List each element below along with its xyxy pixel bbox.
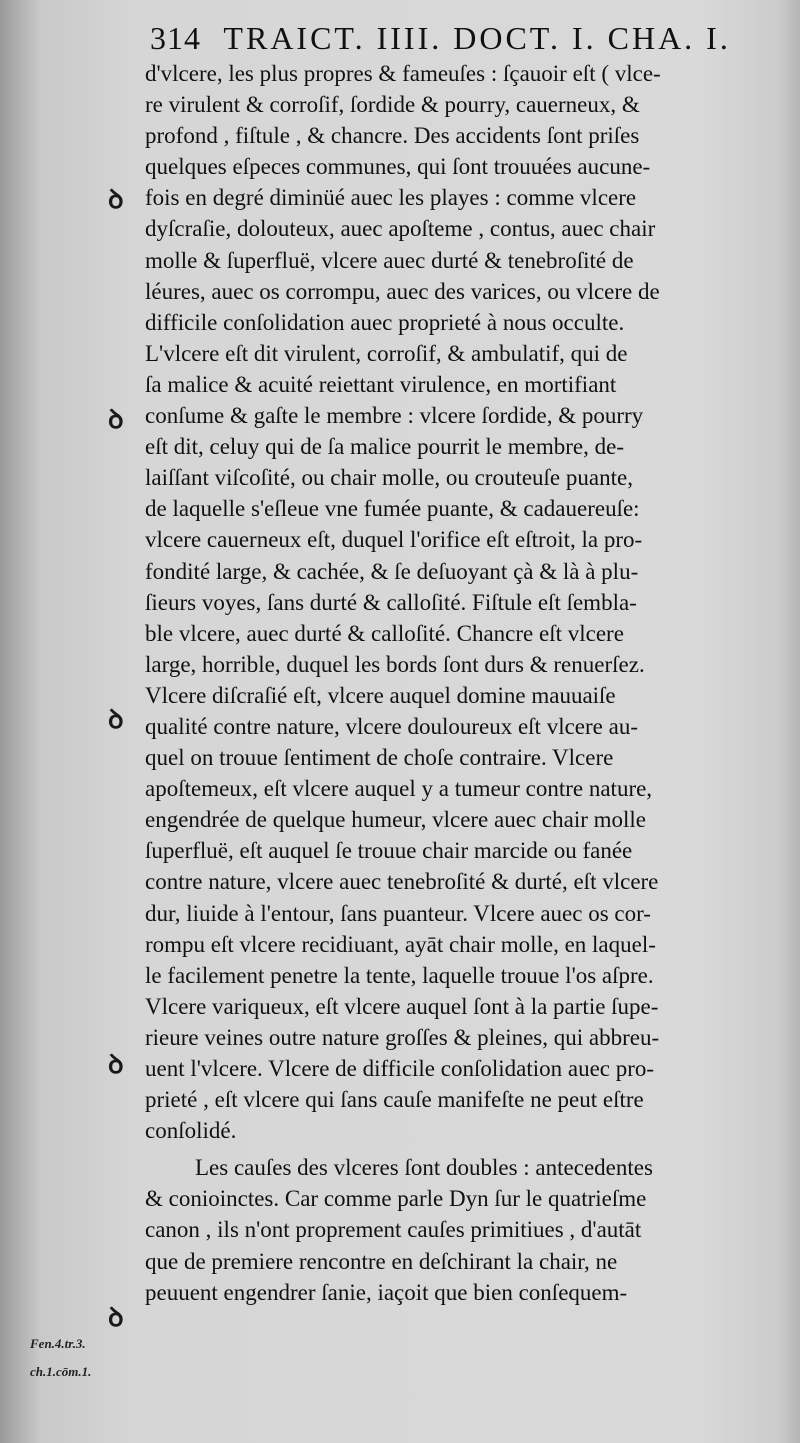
body-text: [145, 58, 765, 1308]
text-line: conſume & gaſte le membre : vlcere ſordide, & pourry: [145, 403, 644, 429]
text-line: uent l'vlcere. Vlcere de difficile conſolidation auec pro-: [145, 1056, 655, 1081]
text-line: dyſcraſie, dolouteux, auec apoſteme , contus, auec chair: [145, 216, 656, 242]
text-line: contre nature, vlcere auec tenebroſité & durté, eſt vlcere: [145, 869, 659, 895]
text-line: fondité large, & cachée, & ſe deſuoyant çà & là à plu-: [145, 558, 639, 584]
text-line: vlcere cauerneux eſt, duquel l'orifice eſt eſtroit, la pro-: [145, 527, 643, 553]
text-line: fois en degré diminüé auec les playes : comme vlcere: [145, 185, 637, 211]
margin-marker-icon: ꝺ: [108, 705, 124, 735]
text-line: quelques eſpeces communes, qui ſont trouuées aucune-: [145, 154, 651, 180]
text-line: profond , fiſtule , & chancre. Des accidents ſont priſes: [145, 123, 640, 149]
text-line: Vlcere variqueux, eſt vlcere auquel ſont à la partie ſupe-: [145, 993, 659, 1019]
text-line: dur, liuide à l'entour, ſans puanteur. Vlcere auec os cor-: [145, 900, 651, 926]
text-line: ble vlcere, auec durté & calloſité. Chancre eſt vlcere: [145, 620, 624, 646]
text-line: ſa malice & acuité reiettant virulence, en mortifiant: [145, 371, 617, 397]
text-line: quel on trouue ſentiment de choſe contraire. Vlcere: [145, 745, 614, 771]
text-line: conſolidé.: [145, 1118, 237, 1144]
text-line: engendrée de quelque humeur, vlcere auec chair molle: [145, 807, 646, 833]
text-line: re virulent & corroſif, ſordide & pourry, cauerneux, &: [145, 92, 640, 118]
margin-marker-icon: ꝺ: [108, 1050, 124, 1080]
text-line: difficile conſolidation auec proprieté à nous occulte.: [145, 309, 625, 335]
page-number: 314: [150, 20, 201, 56]
text-line: eſt dit, celuy qui de ſa malice pourrit le membre, de-: [145, 434, 624, 460]
text-line: d'vlcere, les plus propres & fameuſes : ſçauoir eſt ( vlce-: [145, 61, 661, 86]
margin-marker-icon: ꝺ: [108, 1303, 124, 1333]
text-line: Vlcere diſcraſié eſt, vlcere auquel domine mauuaiſe: [145, 682, 616, 708]
citation-line: ch.1.cōm.1.: [30, 1364, 92, 1379]
text-line: molle & ſuperfluë, vlcere auec durté & tenebroſité de: [145, 247, 634, 273]
text-line: qualité contre nature, vlcere douloureux eſt vlcere au-: [145, 713, 638, 739]
text-line: canon , ils n'ont proprement cauſes primitiues , d'autāt: [145, 1217, 642, 1243]
text-line: prieté , eſt vlcere qui ſans cauſe manifeſte ne peut eſtre: [145, 1087, 644, 1113]
running-header: [150, 18, 750, 58]
margin-citation: [30, 1330, 145, 1386]
text-line: ſuperfluë, eſt auquel ſe trouue chair marcide ou fanée: [145, 838, 633, 864]
text-line: & conioinctes. Car comme parle Dyn ſur le quatrieſme: [145, 1186, 647, 1212]
text-line: rompu eſt vlcere recidiuant, ayāt chair molle, en laquel-: [145, 931, 656, 957]
text-line: rieure veines outre nature groſſes & pleines, qui abbreu-: [145, 1024, 660, 1050]
text-line: de laquelle s'eſleue vne fumée puante, & cadauereuſe:: [145, 496, 640, 522]
text-line: peuuent engendrer ſanie, iaçoit que bien conſequem-: [145, 1279, 628, 1305]
margin-marker-icon: ꝺ: [108, 405, 124, 435]
text-line: Les cauſes des vlceres ſont doubles : antecedentes: [195, 1155, 653, 1181]
citation-line: Fen.4.tr.3.: [30, 1336, 86, 1351]
text-line: que de premiere rencontre en deſchirant la chair, ne: [145, 1248, 618, 1274]
text-line: léures, auec os corrompu, auec des varices, ou vlcere de: [145, 278, 660, 304]
text-line: apoſtemeux, eſt vlcere auquel y a tumeur contre nature,: [145, 776, 653, 802]
running-title: TRAICT. IIII. DOCT. I. CHA. I.: [223, 20, 731, 56]
text-line: ſieurs voyes, ſans durté & calloſité. Fiſtule eſt ſembla-: [145, 589, 637, 615]
text-line: large, horrible, duquel les bords ſont durs & renuerſez.: [145, 651, 645, 677]
text-line: L'vlcere eſt dit virulent, corroſif, & ambulatif, qui de: [145, 340, 628, 366]
text-line: le facilement penetre la tente, laquelle trouue l'os aſpre.: [145, 962, 654, 988]
margin-marker-icon: ꝺ: [108, 185, 124, 215]
text-line: laiſſant viſcoſité, ou chair molle, ou crouteuſe puante,: [145, 465, 633, 491]
